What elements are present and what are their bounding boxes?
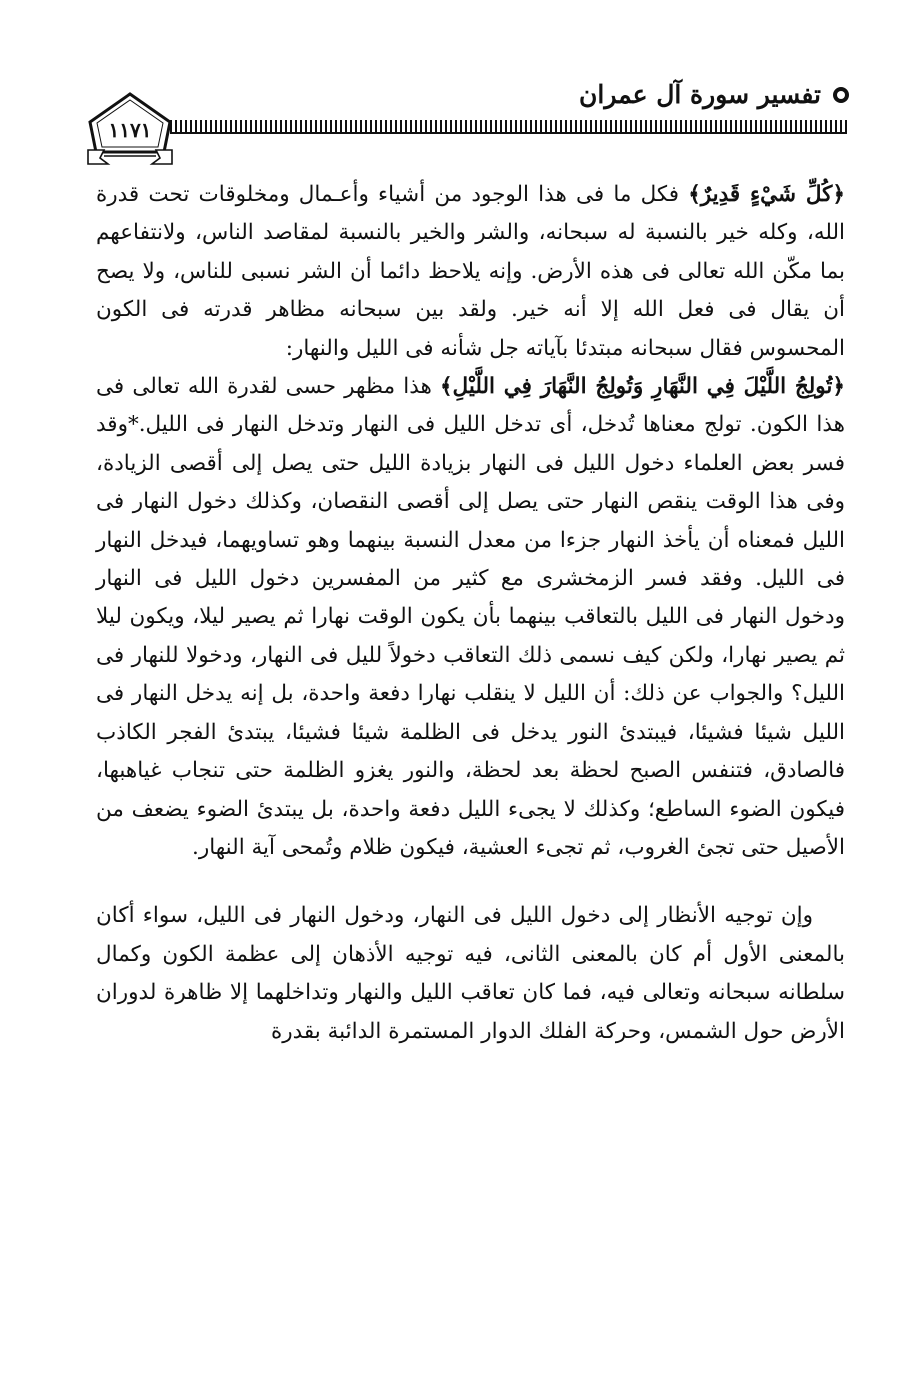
header-rule	[170, 120, 847, 134]
quran-verse: ﴿تُولِجُ اللَّيْلَ فِي النَّهَارِ وَتُولِجُ النَّهَارَ فِي اللَّيْلِ﴾	[439, 374, 845, 400]
surah-title: تفسير سورة آل عمران	[579, 80, 821, 109]
flower-ornament-icon	[831, 84, 851, 106]
quran-verse: ﴿كُلِّ شَيْءٍ قَدِيرٌ﴾	[688, 182, 846, 207]
paragraph	[96, 368, 845, 867]
paragraph-text: فكل ما فى هذا الوجود من أشياء وأعـمال ومخلوقات تحت قدرة الله، وكله خير بالنسبة له سبحانه، والشر والخير بالنسبة لمقاصد الناس، ولانتفاعهم بما مكّن الله تعالى فى هذه الأرض. وإنه يلاحظ دائما أن الشر نسبى للناس، ولا يصح أن يقال فى فعل الله إلا أنه خير. ولقد بين سبحانه مظاهر قدرته فى الكون المحسوس فقال سبحانه مبتدئا بآياته جل شأنه فى الليل والنهار:	[96, 182, 845, 361]
paragraph	[96, 176, 845, 368]
body-text	[96, 176, 845, 1051]
paragraph-text: هذا مظهر حسى لقدرة الله تعالى فى هذا الكون. تولج معناها تُدخل، أى تدخل الليل فى النهار وتدخل النهار فى الليل.*وقد فسر بعض العلماء دخول الليل فى النهار بزيادة الليل حتى يصل إلى أقصى الزيادة، وفى هذا الوقت ينقص النهار حتى يصل إلى أقصى النقصان، وكذلك دخول النهار فى الليل فمعناه أن يأخذ النهار جزءا من معدل النسبة بينهما وهو تساويهما، فيدخل النهار فى الليل. وفقد فسر الزمخشرى مع كثير من المفسرين دخول الليل فى النهار ودخول النهار فى الليل بالتعاقب بينهما بأن يكون الوقت نهارا ثم يصير ليلا، ويكون ليلا ثم يصير نهارا، ولكن كيف نسمى ذلك التعاقب دخولاً لليل فى النهار، ودخولا للنهار فى الليل؟ والجواب عن ذلك: أن الليل لا ينقلب نهارا دفعة واحدة، بل إنه يدخل النهار فى الليل شيئا فشيئا، فيبتدئ النور يدخل فى الظلمة شيئا فشيئا، يبتدئ الفجر الكاذب فالصادق، فتنفس الصبح لحظة بعد لحظة، والنور يغزو الظلمة حتى تنجاب غياهبها، فيكون الضوء الساطع؛ وكذلك لا يجىء الليل دفعة واحدة، بل يبتدئ الضوء يضعف من الأصيل حتى تجئ الغروب، ثم تجىء العشية، فيكون ظلام وتُمحى آية النهار.	[96, 374, 845, 860]
running-header	[579, 80, 851, 109]
paragraph-text: وإن توجيه الأنظار إلى دخول الليل فى النهار، ودخول النهار فى الليل، سواء أكان بالمعنى الأول أم كان بالمعنى الثانى، فيه توجيه الأذهان إلى عظمة الكون وكمال سلطانه سبحانه وتعالى فيه، فما كان تعاقب الليل والنهار وتداخلهما إلا ظاهرة لدوران الأرض حول الشمس، وحركة الفلك الدوار المستمرة الدائبة بقدرة	[96, 903, 845, 1044]
page-number: ١١٧١	[108, 118, 152, 142]
page-number-badge	[84, 92, 176, 168]
paragraph	[96, 897, 845, 1051]
